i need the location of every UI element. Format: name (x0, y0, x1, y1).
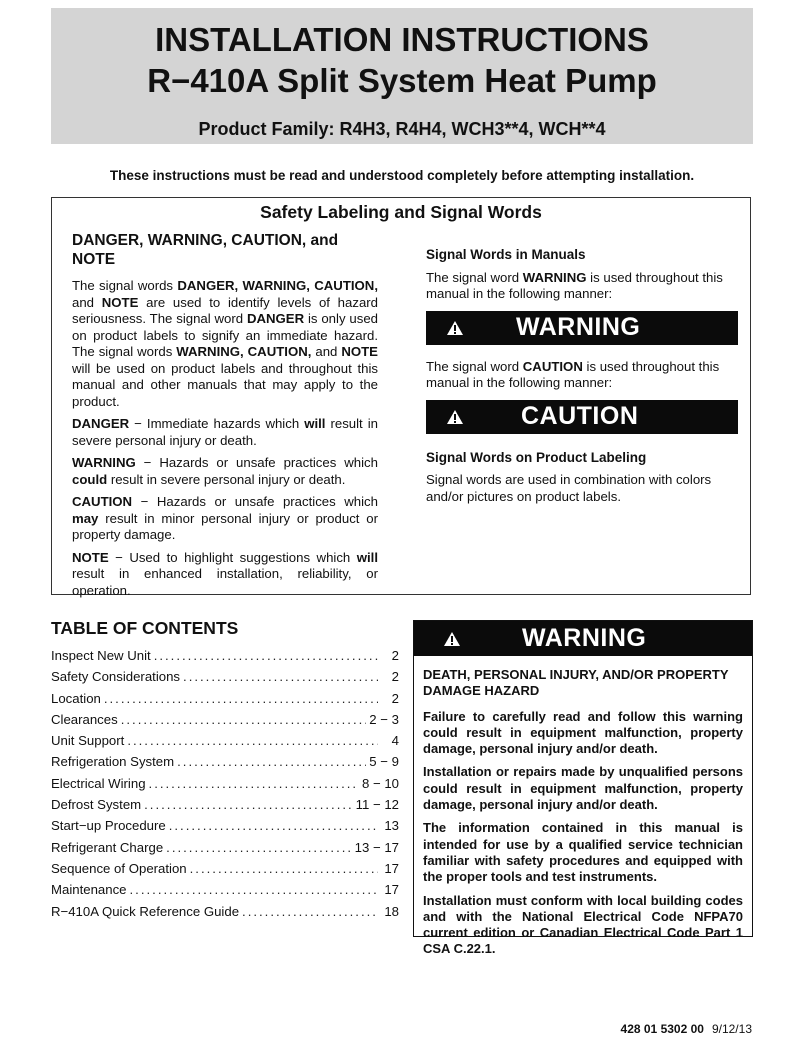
toc-entry (51, 733, 399, 754)
danger-definition: DANGER − Immediate hazards which will result in severe personal injury or death. (72, 416, 379, 448)
toc-leader-dots (242, 904, 378, 919)
toc-entry (51, 818, 399, 839)
toc-title: TABLE OF CONTENTS (51, 618, 239, 638)
toc-leader-dots (144, 797, 352, 812)
toc-entry (51, 754, 399, 775)
toc-entry-page: 13 (384, 818, 399, 834)
safety-labeling-box (51, 197, 751, 598)
table-of-contents (51, 618, 399, 925)
warning-paragraph-4: Installation must conform with local building codes and with the National Electrical Code NFPA70 current edition or Canadian Electrical Code Part 1 CSA C.22.1. (423, 892, 743, 957)
signal-words-column (72, 231, 378, 605)
toc-entry-page: 4 (391, 733, 399, 749)
caution-definition: CAUTION − Hazards or unsafe practices which may result in minor personal injury or product or property damage. (72, 494, 378, 542)
hazard-title: DEATH, PERSONAL INJURY, AND/OR PROPERTY DAMAGE HAZARD (423, 667, 729, 699)
toc-entry-page: 17 (384, 882, 399, 898)
toc-leader-dots (154, 648, 378, 663)
warning-triangle-icon (443, 631, 461, 647)
warning-definition: WARNING − Hazards or unsafe practices which could result in severe personal injury or death. (72, 455, 378, 487)
warning-triangle-icon (446, 320, 464, 336)
toc-entry-page: 11 − 12 (355, 797, 399, 813)
warning-paragraph-2: Installation or repairs made by unqualified persons could result in equipment malfunction, property damage, personal injury and/or death. (423, 764, 743, 813)
signal-words-heading: DANGER, WARNING, CAUTION, and NOTE (72, 232, 339, 268)
title-line-1: INSTALLATION INSTRUCTIONS (155, 21, 649, 58)
toc-entry-label: Start−up Procedure (51, 818, 166, 834)
caution-signal-bar (426, 400, 738, 434)
toc-entry (51, 712, 399, 733)
toc-leader-dots (166, 840, 351, 855)
warning-box-header (414, 621, 752, 656)
toc-entry (51, 669, 399, 690)
labeling-text: Signal words are used in combination with colors and/or pictures on product labels. (426, 472, 712, 504)
document-date: 9/12/13 (711, 1022, 752, 1036)
document-footer (621, 1022, 752, 1036)
labeling-heading: Signal Words on Product Labeling (426, 449, 647, 465)
signal-words-paragraph: The signal words DANGER, WARNING, CAUTION, and NOTE are used to identify levels of hazard seriousness. The signal word DANGER is only used on product labels to signify an immediate hazard. The signal words WARNING, CAUTION, and NOTE will be used on product labels and throughout this manual and other manuals that may apply to the product. (72, 278, 379, 409)
title-banner (51, 8, 753, 144)
toc-entry-page: 5 − 9 (369, 754, 399, 770)
toc-list (51, 648, 399, 925)
toc-entry-label: Safety Considerations (51, 669, 181, 685)
toc-leader-dots (149, 776, 359, 791)
product-family: Product Family: R4H3, R4H4, WCH3**4, WCH**4 (198, 119, 606, 139)
document-number: 428 01 5302 00 (620, 1022, 704, 1036)
toc-entry-page: 2 − 3 (369, 711, 399, 727)
toc-leader-dots (104, 691, 378, 706)
toc-leader-dots (177, 754, 366, 769)
toc-leader-dots (127, 733, 378, 748)
warning-usage-text: The signal word WARNING is used throughout this manual in the following manner: (426, 269, 723, 301)
toc-leader-dots (121, 712, 367, 727)
warning-signal-word: WARNING (516, 313, 641, 342)
toc-entry-page: 17 (384, 860, 399, 876)
toc-entry (51, 840, 399, 861)
toc-entry-page: 2 (391, 669, 399, 685)
toc-entry-label: Maintenance (51, 882, 127, 898)
toc-entry-label: Refrigeration System (51, 754, 175, 770)
toc-entry-page: 2 (391, 648, 399, 663)
signal-examples-column (426, 247, 738, 505)
warning-box-body (414, 656, 752, 958)
toc-leader-dots (130, 882, 378, 897)
toc-entry-page: 2 (391, 690, 399, 706)
toc-entry (51, 882, 399, 903)
toc-entry-label: Clearances (51, 711, 118, 727)
safety-title: Safety Labeling and Signal Words (260, 202, 542, 222)
warning-box-word: WARNING (522, 624, 647, 652)
toc-entry-label: Unit Support (51, 733, 125, 749)
toc-entry-label: Refrigerant Charge (51, 839, 164, 855)
warning-signal-bar (426, 311, 738, 345)
intro-statement: These instructions must be read and understood completely before attempting installation. (109, 168, 695, 183)
toc-entry-label: Inspect New Unit (51, 648, 151, 663)
note-definition: NOTE − Used to highlight suggestions which will result in enhanced installation, reliability, or operation. (72, 549, 378, 598)
toc-entry (51, 861, 399, 882)
toc-entry-label: Location (51, 690, 101, 706)
toc-entry (51, 648, 399, 669)
toc-entry-page: 8 − 10 (361, 775, 399, 791)
general-warning-box (413, 620, 753, 957)
caution-triangle-icon (446, 409, 464, 425)
toc-entry-label: R−410A Quick Reference Guide (51, 903, 240, 919)
warning-paragraph-1: Failure to carefully read and follow this warning could result in equipment malfunction, property damage, personal injury and/or death. (423, 708, 743, 757)
caution-usage-text: The signal word CAUTION is used throughout this manual in the following manner: (426, 358, 720, 390)
toc-entry (51, 691, 399, 712)
toc-leader-dots (190, 861, 378, 876)
toc-entry-page: 18 (384, 903, 399, 919)
manuals-heading: Signal Words in Manuals (426, 247, 586, 262)
warning-paragraph-3: The information contained in this manual is intended for use by a qualified service technician familiar with safety procedures and equipped with the proper tools and test instruments. (423, 820, 743, 885)
toc-entry-label: Electrical Wiring (51, 775, 146, 791)
toc-entry (51, 776, 399, 797)
toc-entry-label: Sequence of Operation (51, 860, 187, 876)
caution-signal-word: CAUTION (521, 402, 639, 431)
toc-leader-dots (183, 669, 378, 684)
toc-leader-dots (169, 818, 378, 833)
toc-entry (51, 904, 399, 925)
toc-entry-label: Defrost System (51, 797, 142, 813)
toc-entry (51, 797, 399, 818)
title-line-2: R−410A Split System Heat Pump (147, 62, 657, 99)
toc-entry-page: 13 − 17 (354, 839, 399, 855)
